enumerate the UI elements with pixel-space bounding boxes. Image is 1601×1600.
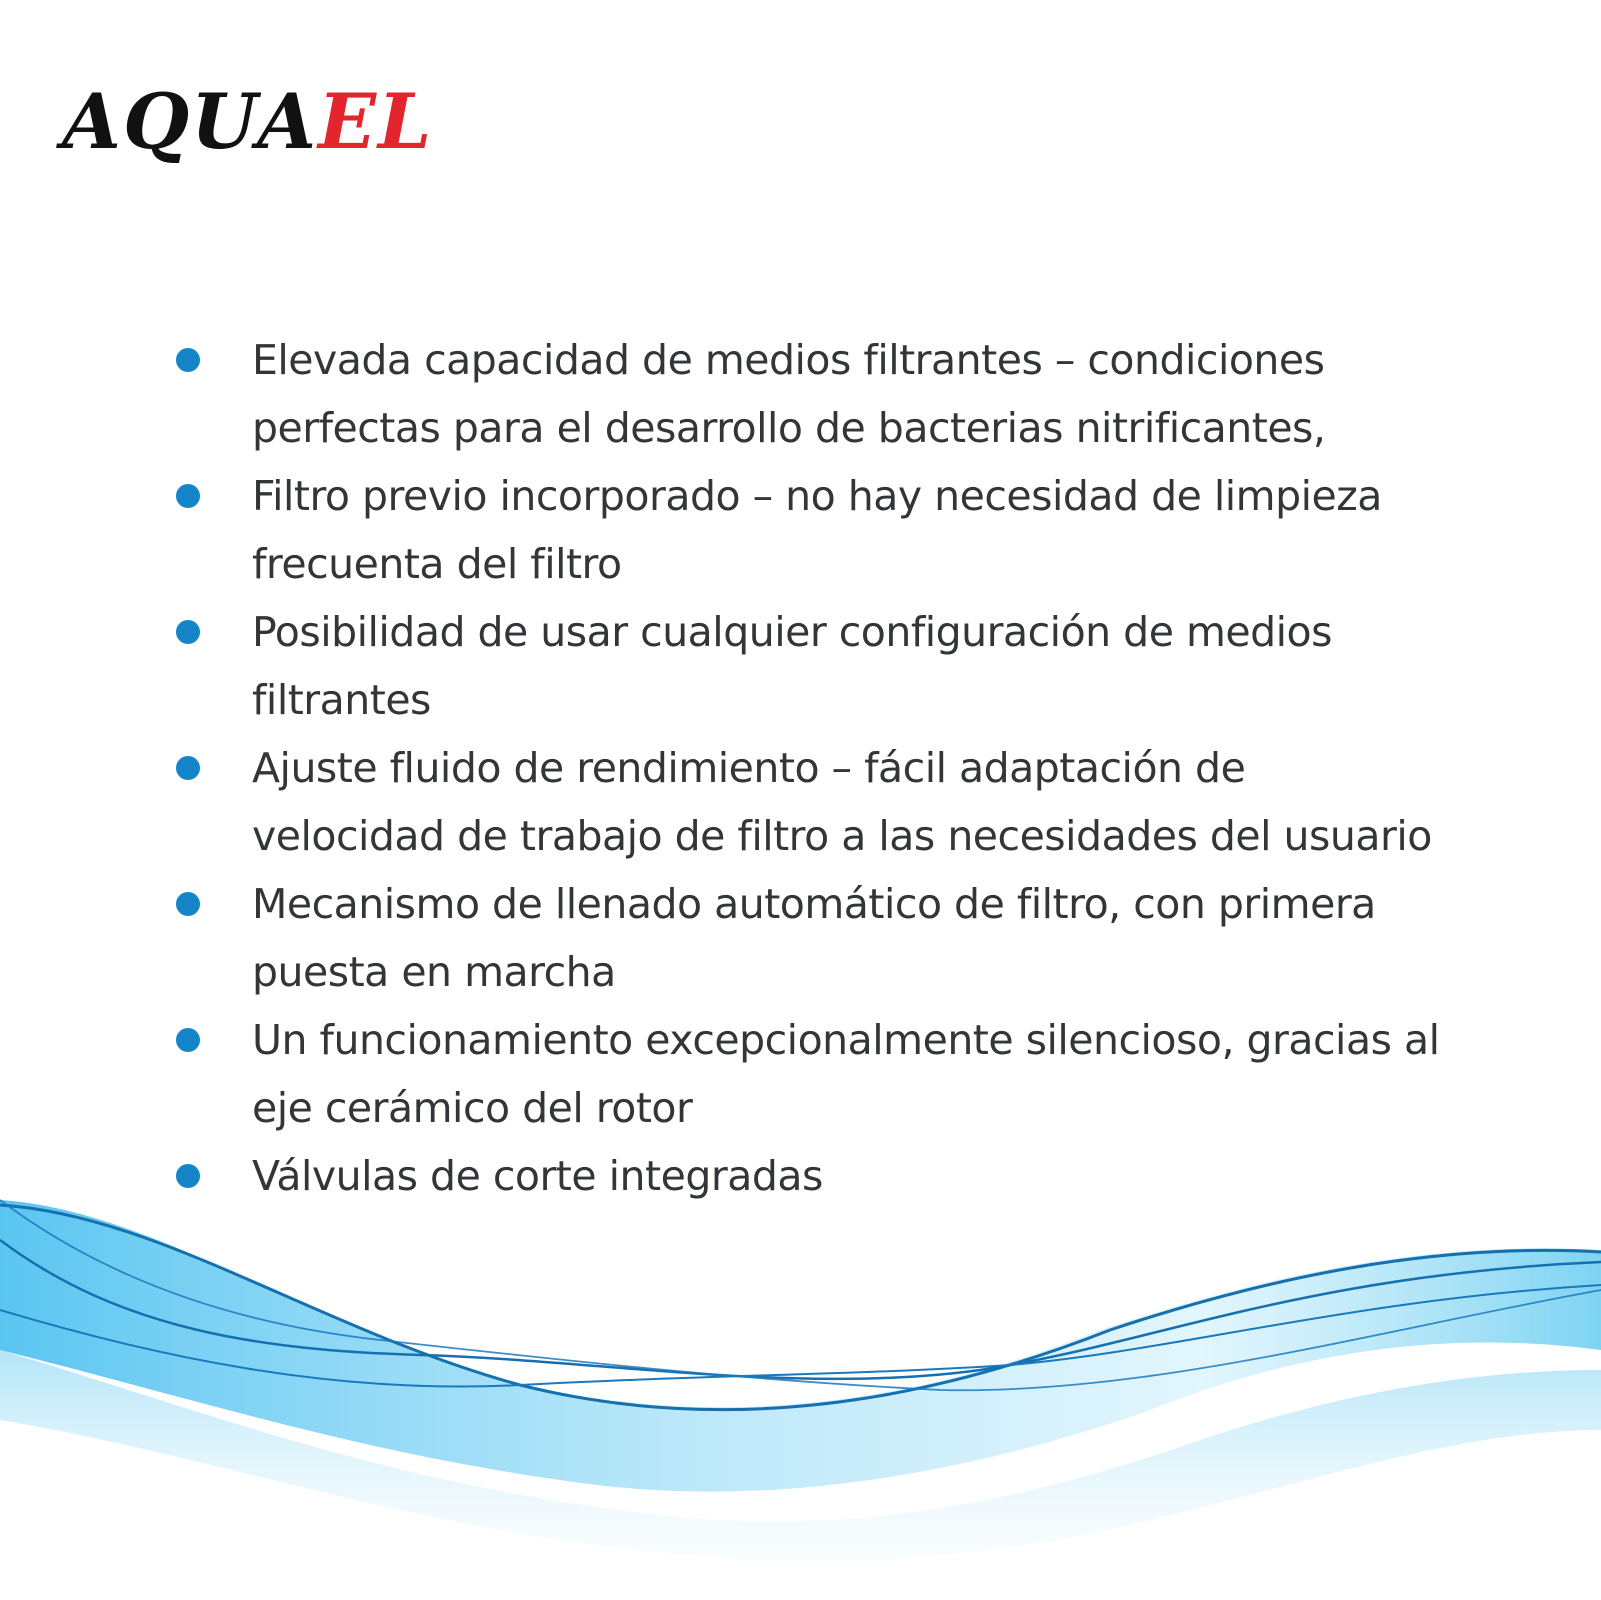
water-wave-decoration xyxy=(0,1180,1601,1600)
feature-item xyxy=(176,326,1446,462)
bullet-dot-icon xyxy=(176,484,200,508)
feature-list xyxy=(176,326,1446,1210)
bullet-dot-icon xyxy=(176,892,200,916)
feature-text: Filtro previo incorporado – no hay necesidad de limpieza frecuenta del filtro xyxy=(252,472,1382,588)
feature-text: Un funcionamiento excepcionalmente silencioso, gracias al eje cerámico del rotor xyxy=(252,1016,1440,1132)
feature-text: Mecanismo de llenado automático de filtro, con primera puesta en marcha xyxy=(252,880,1376,996)
feature-text: Válvulas de corte integradas xyxy=(252,1152,823,1200)
feature-text: Elevada capacidad de medios filtrantes – condiciones perfectas para el desarrollo de bacterias nitrificantes, xyxy=(252,336,1326,452)
feature-item xyxy=(176,734,1446,870)
feature-item xyxy=(176,598,1446,734)
logo-text-el: EL xyxy=(318,77,434,166)
bullet-dot-icon xyxy=(176,1028,200,1052)
bullet-dot-icon xyxy=(176,756,200,780)
feature-text: Posibilidad de usar cualquier configuración de medios filtrantes xyxy=(252,608,1332,724)
feature-item xyxy=(176,1142,1446,1210)
bullet-dot-icon xyxy=(176,1164,200,1188)
logo-text-aqua: AQUA xyxy=(62,77,319,166)
bullet-dot-icon xyxy=(176,620,200,644)
bullet-dot-icon xyxy=(176,348,200,372)
feature-item xyxy=(176,462,1446,598)
feature-text: Ajuste fluido de rendimiento – fácil adaptación de velocidad de trabajo de filtro a las necesidades del usuario xyxy=(252,744,1432,860)
feature-item xyxy=(176,1006,1446,1142)
feature-item xyxy=(176,870,1446,1006)
aquael-logo xyxy=(62,72,433,172)
